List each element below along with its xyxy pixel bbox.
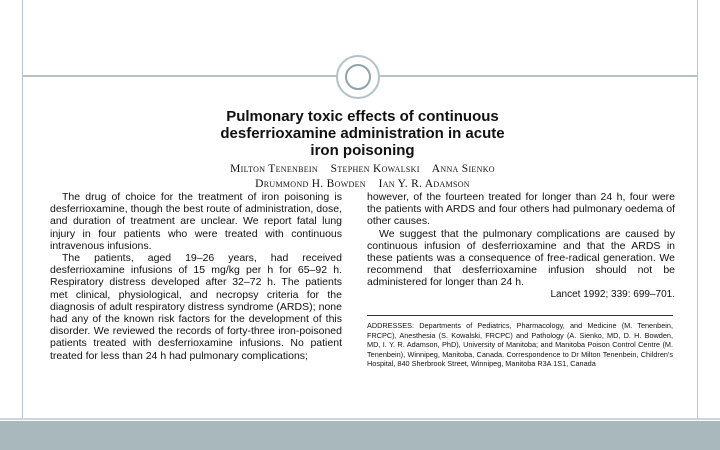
- medallion-inner-ring: [345, 64, 371, 90]
- abstract-right-column: [367, 191, 675, 301]
- title-line-2: desferrioxamine administration in acute: [220, 125, 505, 142]
- slide-footer-rule: [0, 418, 720, 420]
- abstract-paragraph-3: however, of the fourteen treated for longer than 24 h, four were the patients with ARDS and four others had pulmonary oedema of other causes.: [367, 191, 675, 228]
- slide-footer-band: [0, 421, 720, 450]
- title-line-1: Pulmonary toxic effects of continuous: [226, 108, 499, 125]
- journal-citation: Lancet 1992; 339: 699–701.: [550, 288, 675, 300]
- article-title: [40, 108, 685, 159]
- abstract-paragraph-2: The patients, aged 19–26 years, had received desferrioxamine infusions of 15 mg/kg per h for 65–92 h. Respiratory distress developed after 32–72 h. The patients met clinical, physiological, and necropsy criteria for the diagnosis of adult respiratory distress syndrome (ARDS); none had any of the known risk factors for the development of this disorder. We reviewed the records of forty-three iron-poisoned patients treated with desferrioxamine infusions. No patient treated for less than 24 h had pulmonary complications;: [50, 252, 342, 362]
- abstract-paragraph-1: The drug of choice for the treatment of iron poisoning is desferrioxamine, though the best route of administration, dose, and duration of treatment are unclear. We report fatal lung injury in four patients who were treated with continuous intravenous infusions.: [50, 191, 342, 252]
- authors-line-2: Drummond H. Bowden Ian Y. R. Adamson: [255, 178, 470, 190]
- title-line-3: iron poisoning: [310, 142, 415, 159]
- slide-frame-left-line: [22, 0, 23, 420]
- slide-frame-right-line: [697, 0, 698, 420]
- author-addresses: ADDRESSES: Departments of Pediatrics, Pharmacology, and Medicine (M. Tenenbein, FRCPC), Anesthesia (S. Kowalski, FRCPC) and Pathology (A. Sienko, MD, D. H. Bowden, MD, I. Y. R. Adamson, PhD), University of Manitoba; and Manitoba Poison Control Centre (M. Tenenbein), Winnipeg, Manitoba, Canada. Correspondence to Dr Milton Tenenbein, Children's Hospital, 840 Sherbrook Street, Winnipeg, Manitoba R3A 1S1, Canada: [367, 315, 673, 369]
- decorative-medallion-icon: [336, 55, 380, 99]
- abstract-paragraph-4: We suggest that the pulmonary complications are caused by continuous infusion of desferrioxamine and that the ARDS in these patients was a consequence of free-radical generation. We recommend that desferrioxamine infusion should not be administered for longer than 24 h.: [367, 227, 675, 289]
- article-scan: [40, 104, 685, 404]
- abstract-left-column: [50, 191, 342, 362]
- article-authors: [40, 162, 685, 192]
- authors-line-1: Milton Tenenbein Stephen Kowalski Anna Sienko: [230, 163, 495, 175]
